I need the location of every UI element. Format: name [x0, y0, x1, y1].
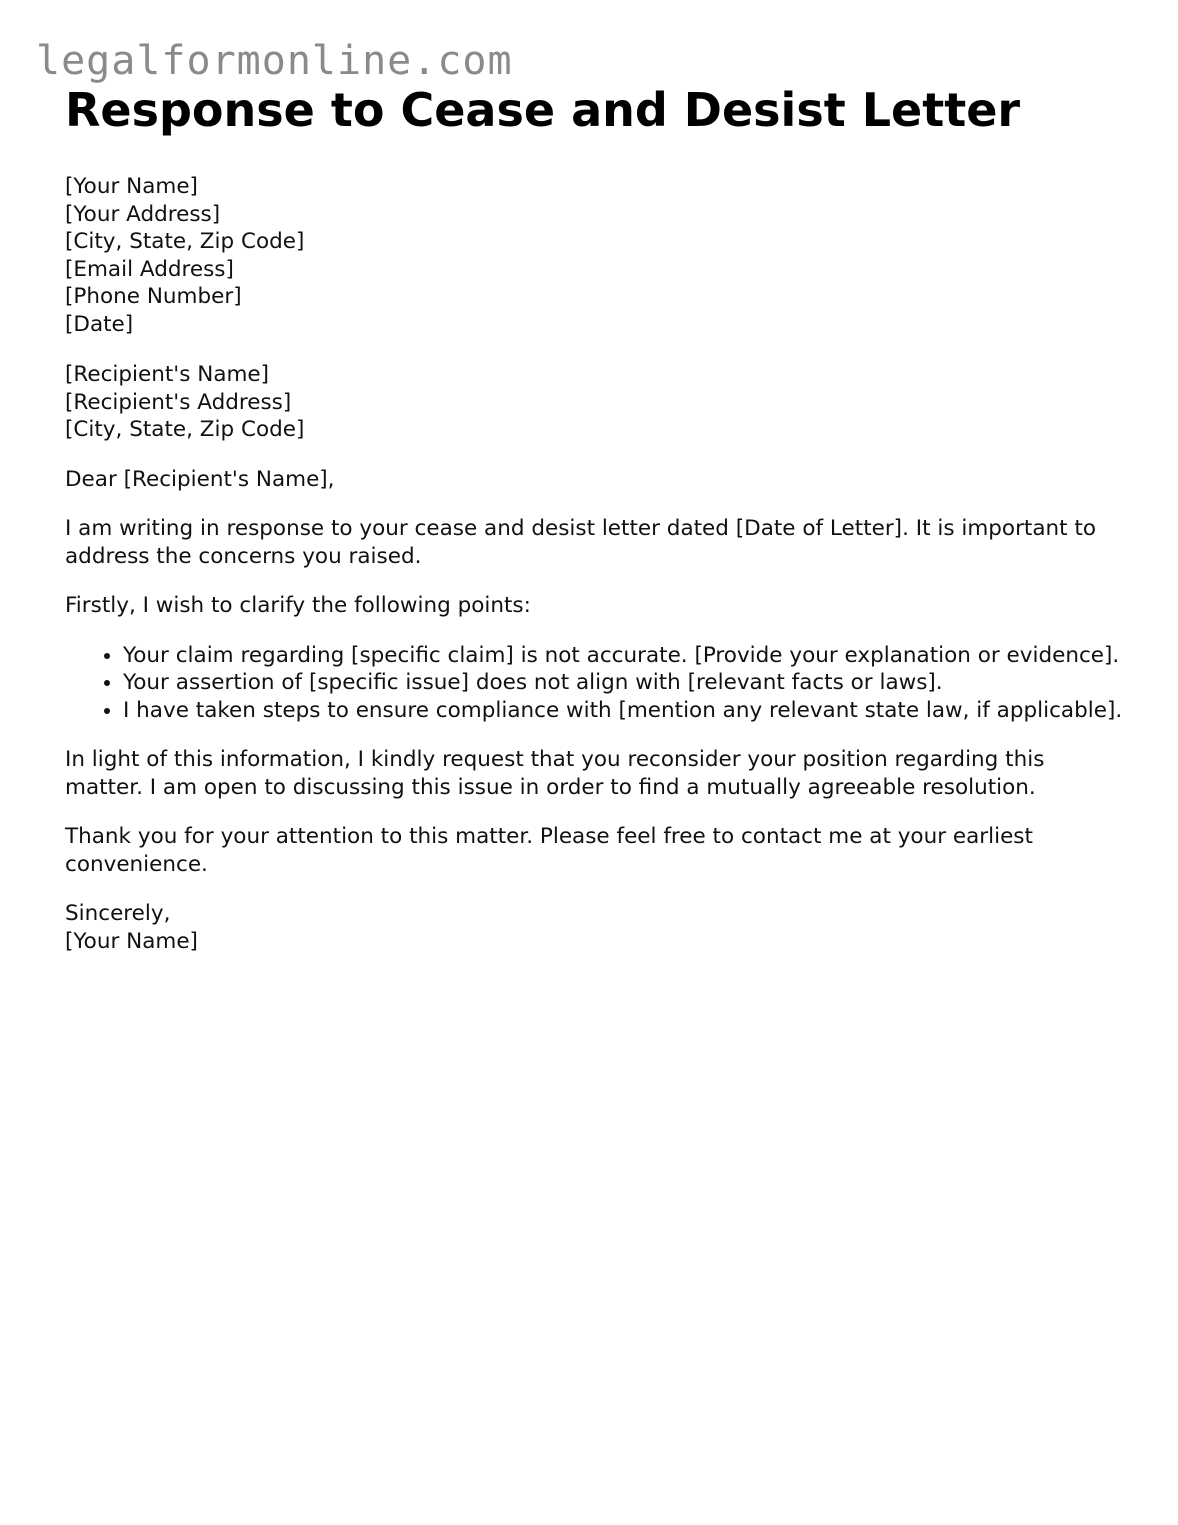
letter-date: [Date] [65, 311, 134, 337]
list-item: • Your claim regarding [specific claim] is not accurate. [Provide your explanation or evidence]. [123, 642, 1125, 670]
document-title: Response to Cease and Desist Letter [65, 83, 1021, 137]
recipient-name: [Recipient's Name] [65, 362, 270, 387]
request-paragraph: In light of this information, I kindly request that you reconsider your position regarding this matter. I am open to discussing this issue in order to find a mutually agreeable resolution. [65, 747, 1045, 800]
recipient-city-state-zip: [City, State, Zip Code] [65, 417, 305, 442]
closing-block [65, 900, 1125, 955]
list-item: • Your assertion of [specific issue] does not align with [relevant facts or laws]. [123, 669, 1125, 697]
sender-city-state-zip: [City, State, Zip Code] [65, 229, 305, 254]
sender-email: [Email Address] [65, 256, 234, 282]
list-item: • I have taken steps to ensure compliance with [mention any relevant state law, if applicable]. [123, 697, 1125, 725]
thanks-paragraph: Thank you for your attention to this matter. Please feel free to contact me at your earliest convenience. [65, 824, 1033, 877]
watermark: legalformonline.com [36, 38, 513, 84]
salutation: Dear [Recipient's Name], [65, 466, 335, 492]
valediction: Sincerely, [65, 901, 171, 926]
recipient-address-block [65, 361, 1125, 444]
signature-name: [Your Name] [65, 928, 198, 954]
points-intro: Firstly, I wish to clarify the following points: [65, 593, 531, 618]
letter-page [65, 82, 1125, 955]
intro-paragraph: I am writing in response to your cease and desist letter dated [Date of Letter]. It is important to address the concerns you raised. [65, 516, 1096, 569]
points-list [65, 642, 1125, 725]
sender-address-block [65, 173, 1125, 338]
sender-phone: [Phone Number] [65, 284, 242, 309]
recipient-address: [Recipient's Address] [65, 389, 292, 415]
sender-name: [Your Name] [65, 174, 198, 199]
sender-address: [Your Address] [65, 201, 221, 227]
